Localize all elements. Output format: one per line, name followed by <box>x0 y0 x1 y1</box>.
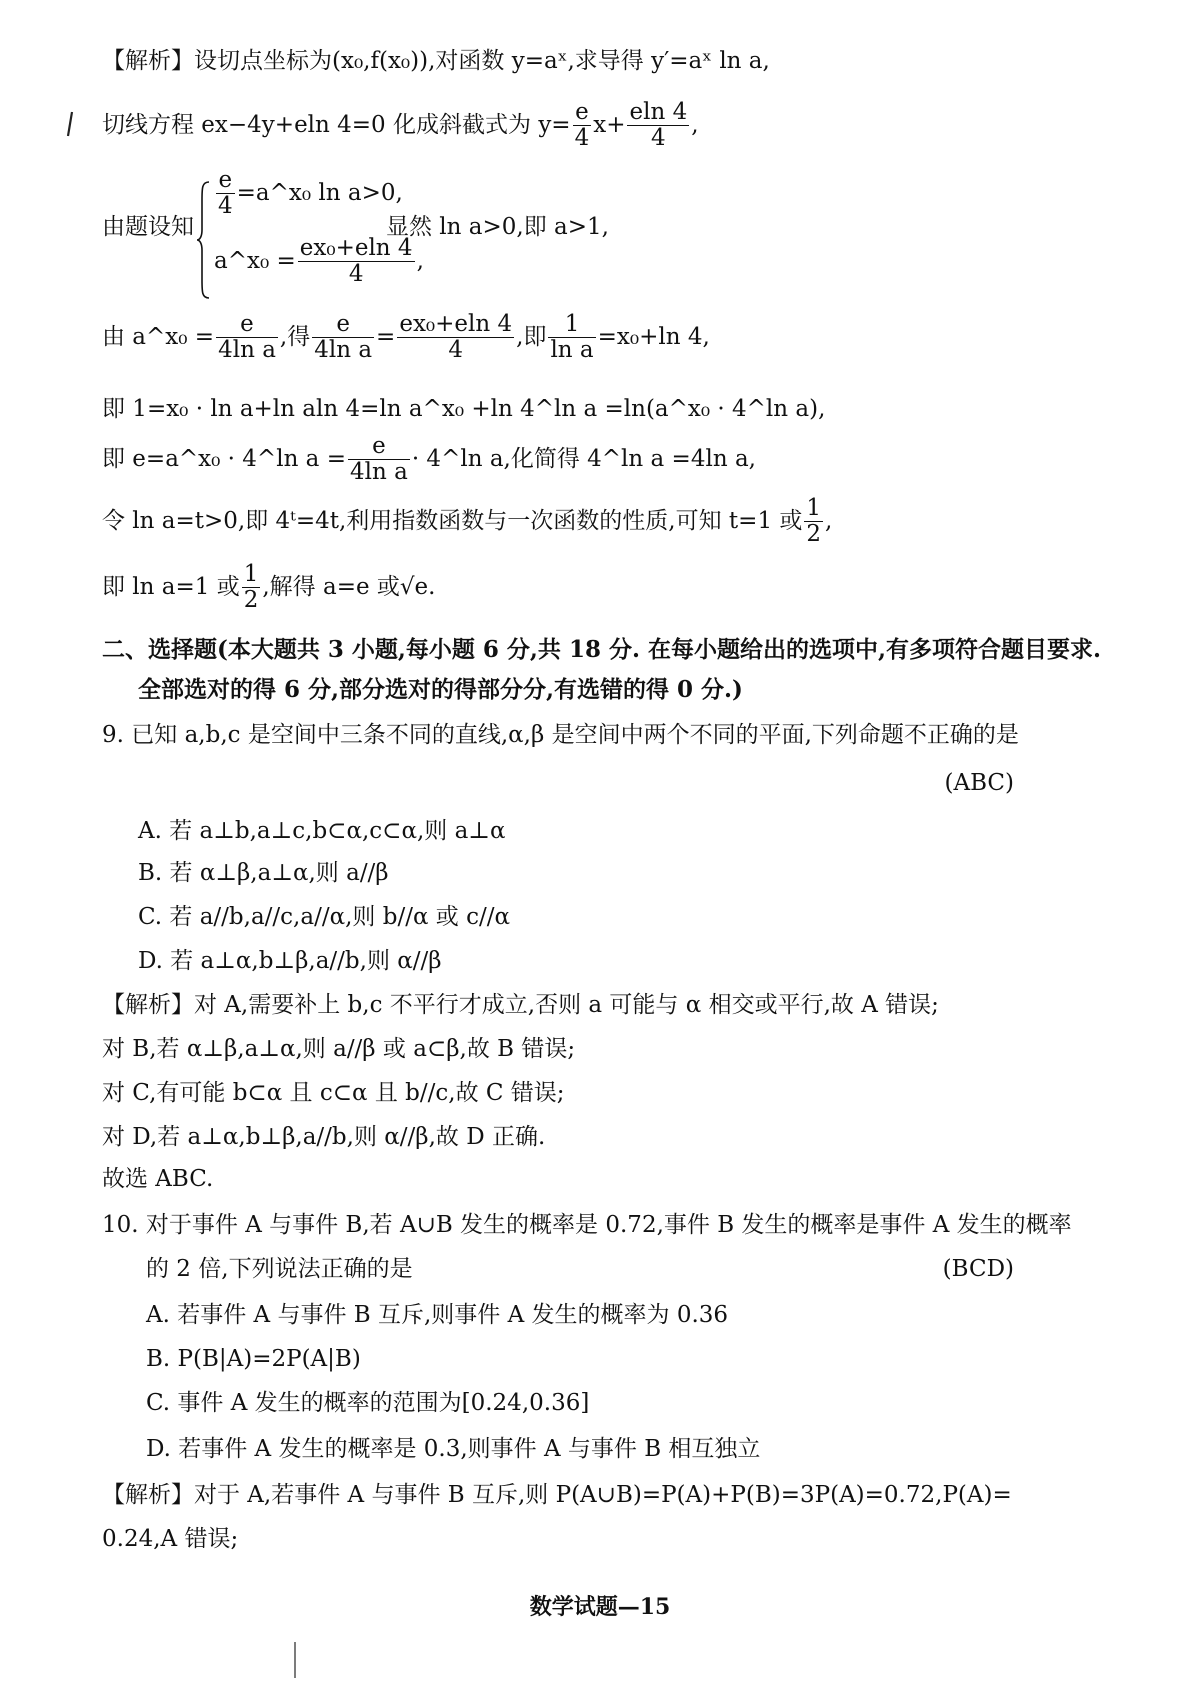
fraction <box>216 312 278 364</box>
text-segment: , <box>691 111 699 138</box>
solution-8-line-8 <box>102 496 832 548</box>
question-10-solution-1: 【解析】对于 A,若事件 A 与事件 B 互斥,则 P(A∪B)=P(A)+P(B)=3P(A)=0.72,P(A)= <box>102 1482 1012 1508</box>
question-10-stem: 10. 对于事件 A 与事件 B,若 A∪B 发生的概率是 0.72,事件 B 发生的概率是事件 A 发生的概率 <box>102 1212 1072 1238</box>
fraction <box>216 168 235 220</box>
question-9-stem: 9. 已知 a,b,c 是空间中三条不同的直线,α,β 是空间中两个不同的平面,下列命题不正确的是 <box>102 722 1019 748</box>
fraction-denominator: 4 <box>348 261 364 288</box>
text-segment: ,解得 a=e 或√e. <box>262 573 436 600</box>
fraction <box>804 496 823 548</box>
fraction-numerator: 1 <box>243 561 259 587</box>
question-9-solution-3: 对 C,有可能 b⊂α 且 c⊂α 且 b//c,故 C 错误; <box>102 1080 565 1106</box>
text-segment: ,即 <box>516 323 547 350</box>
fraction-denominator: 4ln a <box>349 459 408 486</box>
text-segment: 切线方程 ex−4y+eln 4=0 化成斜截式为 y= <box>102 111 571 138</box>
system-label: 由题设知 <box>102 214 194 240</box>
fraction-numerator: 1 <box>806 495 822 521</box>
question-10-stem-cont: 的 2 倍,下列说法正确的是 <box>146 1256 413 1282</box>
question-9-option-d: D. 若 a⊥α,b⊥β,a//b,则 α//β <box>138 948 442 974</box>
system-row-1 <box>214 168 403 220</box>
fraction-denominator: 4 <box>574 125 590 152</box>
fraction <box>242 562 261 614</box>
fraction-numerator: e <box>216 312 278 338</box>
question-9-answer: (ABC) <box>944 770 1014 796</box>
fraction-denominator: 2 <box>806 521 822 548</box>
question-9-solution-4: 对 D,若 a⊥α,b⊥β,a//b,则 α//β,故 D 正确. <box>102 1124 546 1150</box>
solution-8-line-2 <box>102 100 699 152</box>
fraction-denominator: ln a <box>550 337 594 364</box>
system-row-2 <box>214 236 424 288</box>
pen-mark-icon <box>60 110 80 140</box>
text-segment: = <box>376 323 396 350</box>
text-segment: ,得 <box>279 323 311 350</box>
text-segment: =x₀+ln 4, <box>597 323 710 350</box>
question-10-solution-2: 0.24,A 错误; <box>102 1526 239 1552</box>
question-10-option-c: C. 事件 A 发生的概率的范围为[0.24,0.36] <box>146 1390 590 1416</box>
fraction-denominator: 4 <box>651 125 666 152</box>
fraction-numerator: eln 4 <box>629 99 688 125</box>
fraction-numerator: e <box>573 100 592 126</box>
text-segment: 即 e=a^x₀ · 4^ln a = <box>102 445 346 472</box>
fraction-numerator: ex₀+eln 4 <box>399 311 513 337</box>
fraction <box>348 434 410 486</box>
question-10-option-d: D. 若事件 A 发生的概率是 0.3,则事件 A 与事件 B 相互独立 <box>146 1436 761 1462</box>
fraction-numerator: e <box>348 434 410 460</box>
section-2-heading-cont: 全部选对的得 6 分,部分选对的得部分分,有选错的得 0 分.) <box>138 676 743 703</box>
fraction <box>298 236 415 288</box>
text-segment: 由 a^x₀ = <box>102 323 215 350</box>
system-conclusion: 显然 ln a>0,即 a>1, <box>386 214 609 240</box>
page-footer: 数学试题—15 <box>529 1594 671 1620</box>
fraction-denominator: 2 <box>243 587 259 614</box>
question-9-option-b: B. 若 α⊥β,a⊥α,则 a//β <box>138 860 389 886</box>
fraction <box>573 100 592 152</box>
text-segment: x+ <box>593 111 626 138</box>
fraction-numerator: 1 <box>548 312 595 338</box>
question-9-solution-2: 对 B,若 α⊥β,a⊥α,则 a//β 或 a⊂β,故 B 错误; <box>102 1036 576 1062</box>
fraction-numerator: ex₀+eln 4 <box>299 235 413 261</box>
section-2-heading: 二、选择题(本大题共 3 小题,每小题 6 分,共 18 分. 在每小题给出的选项中,有多项符合题目要求. <box>102 636 1101 663</box>
fraction-denominator: 4ln a <box>314 337 373 364</box>
question-9-option-a: A. 若 a⊥b,a⊥c,b⊂α,c⊂α,则 a⊥α <box>138 818 506 844</box>
fraction-denominator: 4ln a <box>218 337 276 364</box>
text-segment: 即 ln a=1 或 <box>102 573 240 600</box>
text-segment: , <box>825 507 833 534</box>
solution-8-line-7 <box>102 434 756 486</box>
text-segment: · 4^ln a,化简得 4^ln a =4ln a, <box>411 445 756 472</box>
fraction <box>548 312 595 364</box>
solution-8-line-5 <box>102 312 710 364</box>
fraction <box>312 312 374 364</box>
question-9-option-c: C. 若 a//b,a//c,a//α,则 b//α 或 c//α <box>138 904 511 930</box>
text-segment: =a^x₀ ln a>0, <box>236 179 403 206</box>
solution-8-line-6: 即 1=x₀ · ln a+ln aln 4=ln a^x₀ +ln 4^ln a =ln(a^x₀ · 4^ln a), <box>102 396 826 422</box>
fraction <box>397 312 514 364</box>
question-10-option-a: A. 若事件 A 与事件 B 互斥,则事件 A 发生的概率为 0.36 <box>146 1302 729 1328</box>
fraction-numerator: e <box>312 312 374 338</box>
text-segment: a^x₀ = <box>214 247 296 274</box>
question-10-answer: (BCD) <box>942 1256 1014 1282</box>
fraction-numerator: e <box>216 168 235 194</box>
fraction <box>627 100 689 152</box>
question-9-solution-1: 【解析】对 A,需要补上 b,c 不平行才成立,否则 a 可能与 α 相交或平行,故 A 错误; <box>102 992 939 1018</box>
solution-8-line-1: 【解析】设切点坐标为(x₀,f(x₀)),对函数 y=aˣ,求导得 y′=aˣ ln a, <box>102 48 770 74</box>
fraction-denominator: 4 <box>448 337 464 364</box>
text-segment: , <box>416 247 424 274</box>
question-10-option-b: B. P(B|A)=2P(A|B) <box>146 1346 361 1372</box>
pen-mark-icon <box>290 1640 300 1680</box>
left-brace-icon <box>196 180 210 300</box>
solution-8-line-9 <box>102 562 435 614</box>
text-segment: 令 ln a=t>0,即 4ᵗ=4t,利用指数函数与一次函数的性质,可知 t=1 或 <box>102 507 803 534</box>
question-9-solution-5: 故选 ABC. <box>102 1166 214 1192</box>
fraction-denominator: 4 <box>218 193 233 220</box>
